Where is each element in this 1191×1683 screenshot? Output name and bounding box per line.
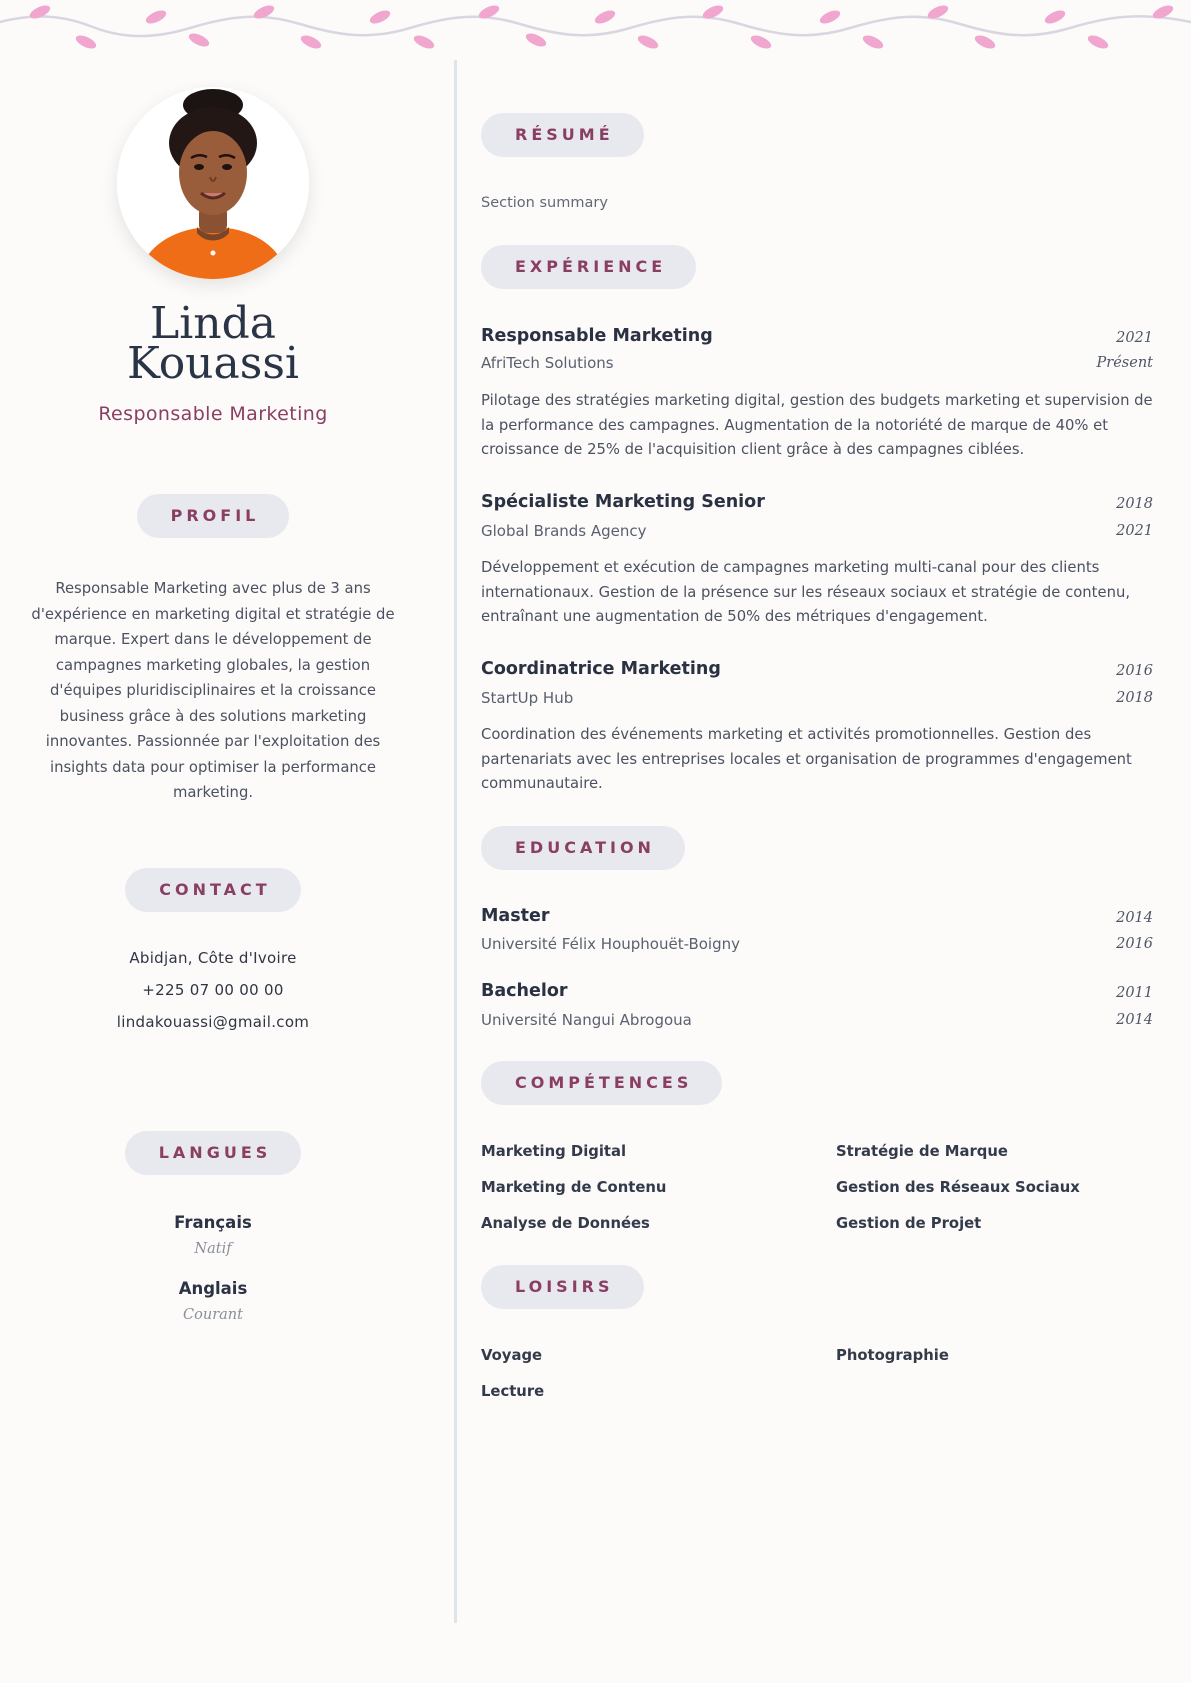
person-name <box>30 298 396 389</box>
skill-item: Gestion de Projet <box>836 1215 982 1232</box>
profile-text: Responsable Marketing avec plus de 3 ans d'expérience en marketing digital et stratégie de marque. Expert dans le développement de campagnes marketing globales, la gestion d'équipes pluridisciplinaires et la croissance business grâce à des solutions marketing innovantes. Passionnée par l'exploitation des insights data pour optimiser la performance marketing. <box>31 580 395 801</box>
job-description: Pilotage des stratégies marketing digital, gestion des budgets marketing et supervision de la performance des campagnes. Augmentation de la notoriété de marque de 40% et croissance de 25% de l'acquisition client grâce à des campagnes ciblées. <box>481 392 1153 458</box>
job-start-date: 2021 <box>1116 330 1153 346</box>
summary-text: Section summary <box>481 195 608 211</box>
last-name: Kouassi <box>127 338 299 389</box>
hobby-item: Voyage <box>481 1347 543 1364</box>
job-end-date: Présent <box>1096 355 1153 371</box>
skill-item: Gestion des Réseaux Sociaux <box>836 1179 1080 1196</box>
contact-email[interactable]: lindakouassi@gmail.com <box>116 1013 310 1031</box>
education-end-date: 2014 <box>1116 1012 1153 1028</box>
job-company: StartUp Hub <box>481 689 574 707</box>
education-end-date: 2016 <box>1116 936 1153 952</box>
job-title: Spécialiste Marketing Senior <box>481 492 765 512</box>
job-end-date: 2018 <box>1116 690 1153 706</box>
section-heading-education: EDUCATION <box>481 826 685 870</box>
job-company: AfriTech Solutions <box>481 354 614 372</box>
job-description: Coordination des événements marketing et activités promotionnelles. Gestion des partenariats avec les entreprises locales et organisation de programmes d'engagement communautaire. <box>481 726 1132 792</box>
section-heading-experience: EXPÉRIENCE <box>481 245 696 289</box>
hobby-item: Lecture <box>481 1383 545 1400</box>
skill-item: Stratégie de Marque <box>836 1143 1008 1160</box>
person-role: Responsable Marketing <box>98 403 328 425</box>
avatar <box>117 87 309 279</box>
job-end-date: 2021 <box>1116 523 1153 539</box>
job-title: Responsable Marketing <box>481 326 713 346</box>
section-heading-hobbies: LOISIRS <box>481 1265 644 1309</box>
job-description: Développement et exécution de campagnes marketing multi-canal pour des clients internationaux. Gestion de la présence sur les réseaux sociaux et stratégie de contenu, entraînant une augmentation de 50% des métriques d'engagement. <box>481 559 1131 625</box>
skill-item: Analyse de Données <box>481 1215 650 1232</box>
section-heading-skills: COMPÉTENCES <box>481 1061 722 1105</box>
education-start-date: 2014 <box>1116 910 1153 926</box>
education-school: Université Nangui Abrogoua <box>481 1011 692 1029</box>
section-heading-languages: LANGUES <box>125 1131 302 1175</box>
section-heading-summary: RÉSUMÉ <box>481 113 644 157</box>
first-name: Linda <box>149 298 277 349</box>
education-start-date: 2011 <box>1116 985 1153 1001</box>
language-name: Français <box>174 1213 252 1232</box>
language-level: Courant <box>183 1307 243 1323</box>
education-degree: Master <box>481 906 550 926</box>
skill-item: Marketing de Contenu <box>481 1179 667 1196</box>
section-heading-contact: CONTACT <box>125 868 300 912</box>
language-level: Natif <box>194 1241 232 1257</box>
education-degree: Bachelor <box>481 981 568 1001</box>
decorative-vine-border <box>0 0 1191 56</box>
hobby-item: Photographie <box>836 1347 949 1364</box>
job-start-date: 2018 <box>1116 496 1153 512</box>
education-school: Université Félix Houphouët-Boigny <box>481 935 741 953</box>
language-name: Anglais <box>178 1279 248 1298</box>
skill-item: Marketing Digital <box>481 1143 627 1160</box>
contact-phone: +225 07 00 00 00 <box>142 981 284 999</box>
section-heading-profile: PROFIL <box>137 494 290 538</box>
contact-location: Abidjan, Côte d'Ivoire <box>129 949 297 967</box>
job-title: Coordinatrice Marketing <box>481 659 721 679</box>
column-divider <box>454 60 457 1623</box>
job-company: Global Brands Agency <box>481 522 647 540</box>
profile-photo <box>117 87 309 279</box>
job-start-date: 2016 <box>1116 663 1153 679</box>
